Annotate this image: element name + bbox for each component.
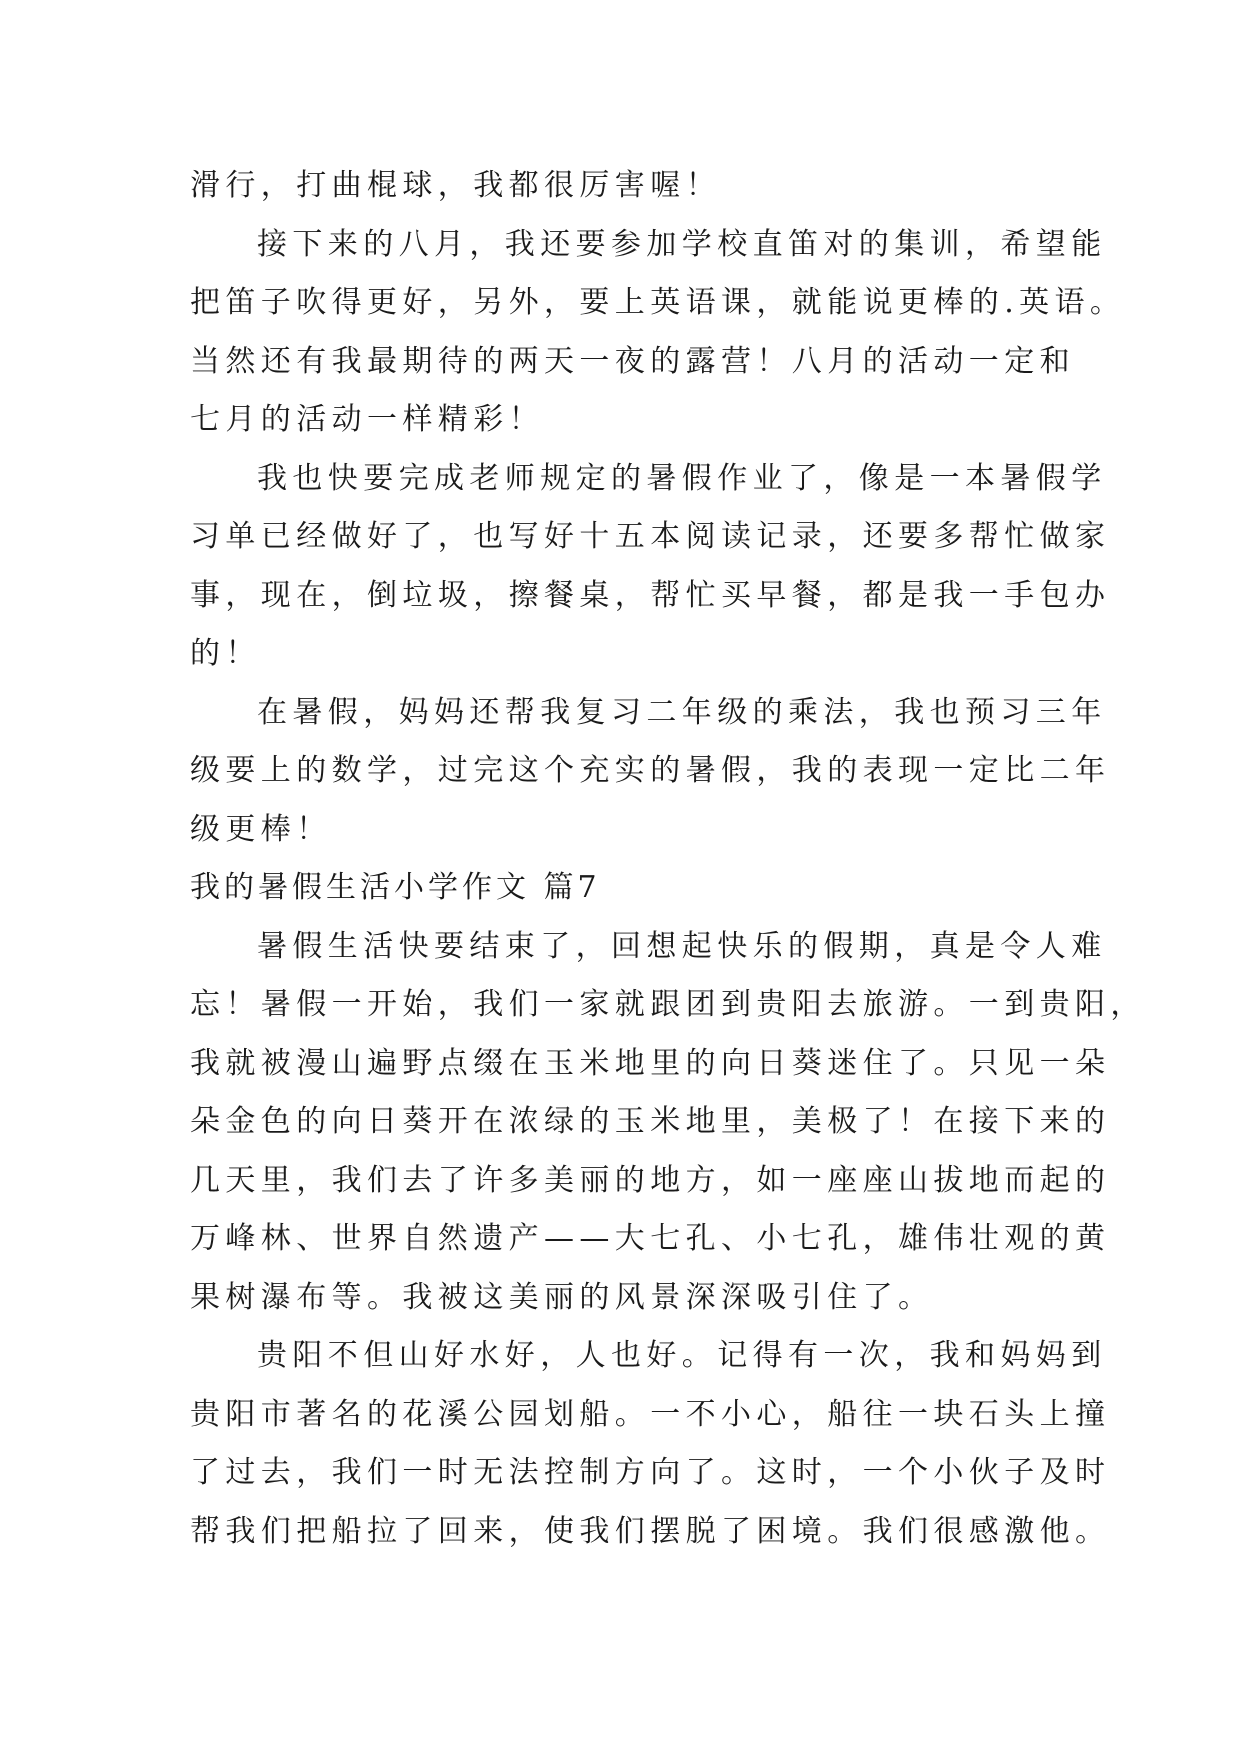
text-line: 接下来的八月，我还要参加学校直笛对的集训，希望能 [257, 226, 1107, 262]
paragraph [190, 684, 1111, 860]
text-line: 当然还有我最期待的两天一夜的露营！八月的活动一定和 [190, 343, 1075, 379]
text-line: 忘！暑假一开始，我们一家就跟团到贵阳去旅游。一到贵阳， [190, 987, 1146, 1022]
text-line: 暑假生活快要结束了，回想起快乐的假期，真是令人难 [257, 928, 1107, 964]
text-line: 滑行，打曲棍球，我都很厉害喔！ [190, 168, 721, 203]
text-line: 了过去，我们一时无法控制方向了。这时，一个小伙子及时 [190, 1455, 1111, 1490]
paragraph [190, 450, 1111, 684]
heading-text: 我的暑假生活小学作文 篇7 [190, 870, 601, 905]
text-line: 级要上的数学，过完这个充实的暑假，我的表现一定比二年 [190, 753, 1111, 788]
text-line: 贵阳市著名的花溪公园划船。一不小心，船往一块石头上撞 [190, 1396, 1111, 1432]
text-line: 帮我们把船拉了回来，使我们摆脱了困境。我们很感激他。 [190, 1513, 1111, 1549]
text-line: 几天里，我们去了许多美丽的地方，如一座座山拔地而起的 [190, 1162, 1111, 1198]
paragraph [190, 157, 1090, 216]
text-line: 的！ [190, 636, 261, 671]
text-line: 我也快要完成老师规定的暑假作业了，像是一本暑假学 [257, 460, 1107, 496]
text-line: 我就被漫山遍野点缀在玉米地里的向日葵迷住了。只见一朵 [190, 1045, 1111, 1081]
text-line: 习单已经做好了，也写好十五本阅读记录，还要多帮忙做家 [190, 519, 1111, 554]
paragraph [190, 216, 1126, 450]
text-line: 朵金色的向日葵开在浓绿的玉米地里，美极了！在接下来的 [190, 1104, 1111, 1139]
text-line: 事，现在，倒垃圾，擦餐桌，帮忙买早餐，都是我一手包办 [190, 577, 1111, 613]
text-line: 级更棒！ [190, 811, 332, 847]
text-line: 把笛子吹得更好，另外，要上英语课，就能说更棒的.英语。 [190, 285, 1126, 320]
text-line: 万峰林、世界自然遗产——大七孔、小七孔，雄伟壮观的黄 [190, 1221, 1111, 1256]
document-body [190, 157, 1146, 1561]
text-line: 贵阳不但山好水好，人也好。记得有一次，我和妈妈到 [257, 1338, 1107, 1373]
paragraph [190, 1327, 1111, 1561]
text-line: 在暑假，妈妈还帮我复习二年级的乘法，我也预习三年 [257, 694, 1107, 730]
paragraph [190, 918, 1146, 1328]
text-line: 果树瀑布等。我被这美丽的风景深深吸引住了。 [190, 1279, 934, 1315]
section-heading [190, 859, 1090, 918]
text-line: 七月的活动一样精彩！ [190, 402, 544, 437]
